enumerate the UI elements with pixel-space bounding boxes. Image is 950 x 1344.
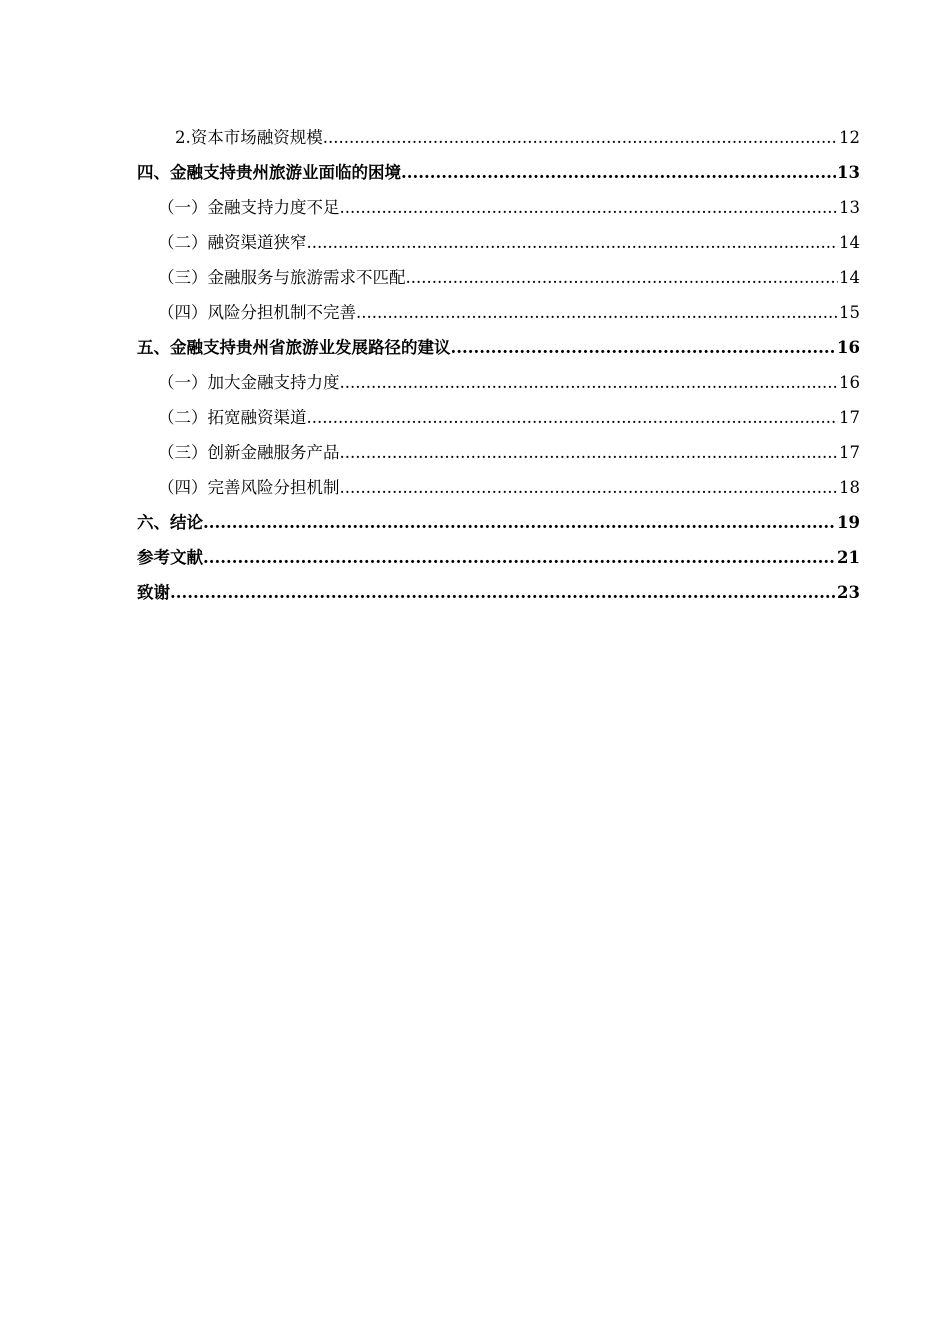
toc-entry-title: （四）完善风险分担机制: [158, 478, 340, 497]
toc-entry-title: （二）融资渠道狭窄: [158, 233, 307, 252]
toc-entry-title: 2.资本市场融资规模: [175, 128, 323, 147]
toc-dot-leader: [340, 470, 839, 505]
toc-dot-leader: [340, 190, 839, 225]
toc-entry-page: 15: [839, 303, 860, 322]
toc-entry-page: 14: [839, 268, 860, 287]
toc-entry-title: （一）金融支持力度不足: [158, 198, 340, 217]
toc-entry-page: 13: [837, 163, 860, 182]
toc-entry[interactable]: [137, 575, 860, 610]
toc-dot-leader: [170, 575, 836, 610]
toc-entry[interactable]: [137, 435, 860, 470]
toc-entry[interactable]: [137, 190, 860, 225]
toc-entry-title: 致谢: [137, 583, 170, 602]
toc-dot-leader: [307, 225, 839, 260]
toc-entry-title: 参考文献: [137, 548, 203, 567]
toc-entry-page: 19: [837, 513, 860, 532]
toc-entry[interactable]: [137, 470, 860, 505]
toc-entry-title: 四、金融支持贵州旅游业面临的困境: [137, 163, 401, 182]
toc-entry-page: 21: [837, 548, 860, 567]
toc-dot-leader: [307, 400, 839, 435]
toc-entry[interactable]: [137, 260, 860, 295]
table-of-contents: [137, 120, 860, 610]
toc-entry[interactable]: [137, 400, 860, 435]
toc-entry-title: （三）创新金融服务产品: [158, 443, 340, 462]
toc-dot-leader: [203, 505, 836, 540]
toc-entry-page: 12: [839, 128, 860, 147]
toc-dot-leader: [451, 330, 837, 365]
toc-entry-title: （四）风险分担机制不完善: [158, 303, 356, 322]
toc-entry-title: 六、结论: [137, 513, 203, 532]
toc-entry-page: 17: [839, 408, 860, 427]
toc-entry[interactable]: [137, 540, 860, 575]
toc-entry[interactable]: [137, 330, 860, 365]
toc-entry-page: 17: [839, 443, 860, 462]
toc-entry[interactable]: [137, 365, 860, 400]
toc-entry-page: 18: [839, 478, 860, 497]
toc-dot-leader: [203, 540, 836, 575]
toc-entry-page: 14: [839, 233, 860, 252]
toc-dot-leader: [340, 365, 839, 400]
toc-entry[interactable]: [137, 505, 860, 540]
toc-entry[interactable]: [137, 295, 860, 330]
toc-entry[interactable]: [137, 120, 860, 155]
toc-dot-leader: [406, 260, 839, 295]
toc-entry-title: （一）加大金融支持力度: [158, 373, 340, 392]
toc-entry[interactable]: [137, 155, 860, 190]
toc-dot-leader: [340, 435, 839, 470]
toc-entry-title: （三）金融服务与旅游需求不匹配: [158, 268, 406, 287]
toc-entry-title: （二）拓宽融资渠道: [158, 408, 307, 427]
toc-entry[interactable]: [137, 225, 860, 260]
toc-entry-page: 23: [837, 583, 860, 602]
toc-entry-page: 16: [839, 373, 860, 392]
toc-dot-leader: [356, 295, 838, 330]
toc-dot-leader: [401, 155, 836, 190]
toc-entry-title: 五、金融支持贵州省旅游业发展路径的建议: [137, 338, 451, 357]
toc-entry-page: 16: [837, 338, 860, 357]
toc-dot-leader: [323, 120, 838, 155]
toc-entry-page: 13: [839, 198, 860, 217]
